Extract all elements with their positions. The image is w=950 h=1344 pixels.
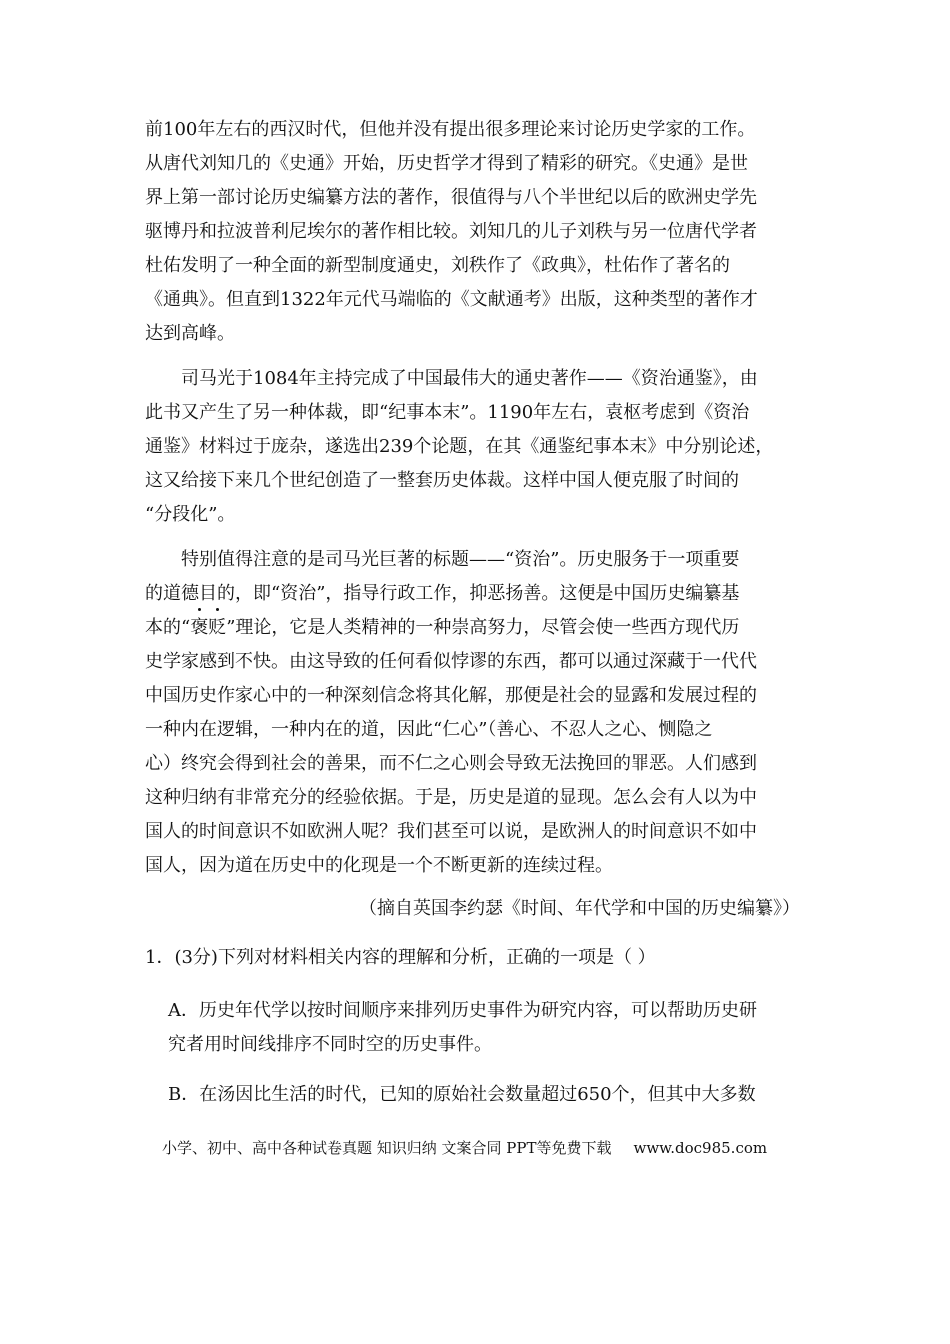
question-stem: 1．(3分)下列对材料相关内容的理解和分析，正确的一项是（ ） bbox=[145, 947, 656, 968]
text-segment: ”理论，它是人类精神的一种崇高努力，尽管会使一些西方现代历 bbox=[226, 617, 740, 638]
text-line: 的道德目的，即“资治”，指导行政工作，抑恶扬善。这便是中国历史编纂基 bbox=[145, 583, 740, 604]
text-line-emphasis bbox=[145, 611, 800, 645]
text-line: 从唐代刘知几的《史通》开始，历史哲学才得到了精彩的研究。《史通》是世 bbox=[145, 153, 748, 174]
text-line: 这种归纳有非常充分的经验依据。于是，历史是道的显现。怎么会有人以为中 bbox=[145, 787, 757, 808]
text-line: 通鉴》材料过于庞杂，遂选出239个论题，在其《通鉴纪事本末》中分别论述， bbox=[145, 436, 774, 457]
text-line: 达到高峰。 bbox=[145, 323, 235, 344]
text-line: 国人的时间意识不如欧洲人呢？我们甚至可以说，是欧洲人的时间意识不如中 bbox=[145, 821, 757, 842]
page-footer bbox=[162, 1133, 767, 1163]
paragraph-3 bbox=[145, 543, 800, 883]
paragraph-1 bbox=[145, 113, 800, 351]
text-line: 《通典》。但直到1322年元代马端临的《文献通考》出版，这种类型的著作才 bbox=[145, 289, 758, 310]
text-line: 杜佑发明了一种全面的新型制度通史，刘秩作了《政典》，杜佑作了著名的 bbox=[145, 255, 730, 276]
footer-text: 小学、初中、高中各种试卷真题 知识归纳 文案合同 PPT等免费下载 bbox=[162, 1139, 612, 1157]
option-b bbox=[168, 1078, 800, 1112]
text-line: 特别值得注意的是司马光巨著的标题——“资治”。历史服务于一项重要 bbox=[181, 549, 740, 570]
text-line: 驱博丹和拉波普利尼埃尔的著作相比较。刘知几的儿子刘秩与另一位唐代学者 bbox=[145, 221, 757, 242]
emphasized-char: 褒 bbox=[190, 611, 208, 645]
text-line: 司马光于1084年主持完成了中国最伟大的通史著作——《资治通鉴》，由 bbox=[181, 368, 758, 389]
source-attribution: （摘自英国李约瑟《时间、年代学和中国的历史编纂》） bbox=[359, 898, 800, 919]
emphasized-char: 贬 bbox=[208, 611, 226, 645]
text-line: 前100年左右的西汉时代，但他并没有提出很多理论来讨论历史学家的工作。 bbox=[145, 119, 756, 140]
text-line: 中国历史作家心中的一种深刻信念将其化解，那便是社会的显露和发展过程的 bbox=[145, 685, 757, 706]
text-line: 界上第一部讨论历史编纂方法的著作，很值得与八个半世纪以后的欧洲史学先 bbox=[145, 187, 757, 208]
text-line: 心）终究会得到社会的善果，而不仁之心则会导致无法挽回的罪恶。人们感到 bbox=[145, 753, 757, 774]
text-segment: 本的“ bbox=[145, 617, 191, 638]
text-line: 国人，因为道在历史中的化现是一个不断更新的连续过程。 bbox=[145, 855, 613, 876]
text-line: 究者用时间线排序不同时空的历史事件。 bbox=[168, 1034, 492, 1055]
text-line: A．历史年代学以按时间顺序来排列历史事件为研究内容，可以帮助历史研 bbox=[168, 1000, 757, 1021]
option-a bbox=[168, 994, 800, 1062]
text-line: 一种内在逻辑，一种内在的道，因此“仁心”（善心、不忍人之心、恻隐之 bbox=[145, 719, 713, 740]
text-line: 史学家感到不快。由这导致的任何看似悖谬的东西，都可以通过深藏于一代代 bbox=[145, 651, 757, 672]
footer-site-link[interactable]: www.doc985.com bbox=[633, 1139, 768, 1157]
text-line: “分段化”。 bbox=[145, 504, 236, 525]
text-line: 这又给接下来几个世纪创造了一整套历史体裁。这样中国人便克服了时间的 bbox=[145, 470, 739, 491]
paragraph-2 bbox=[145, 362, 800, 532]
text-line: B．在汤因比生活的时代，已知的原始社会数量超过650个，但其中大多数 bbox=[168, 1084, 756, 1105]
text-line: 此书又产生了另一种体裁，即“纪事本末”。1190年左右，袁枢考虑到《资治 bbox=[145, 402, 750, 423]
